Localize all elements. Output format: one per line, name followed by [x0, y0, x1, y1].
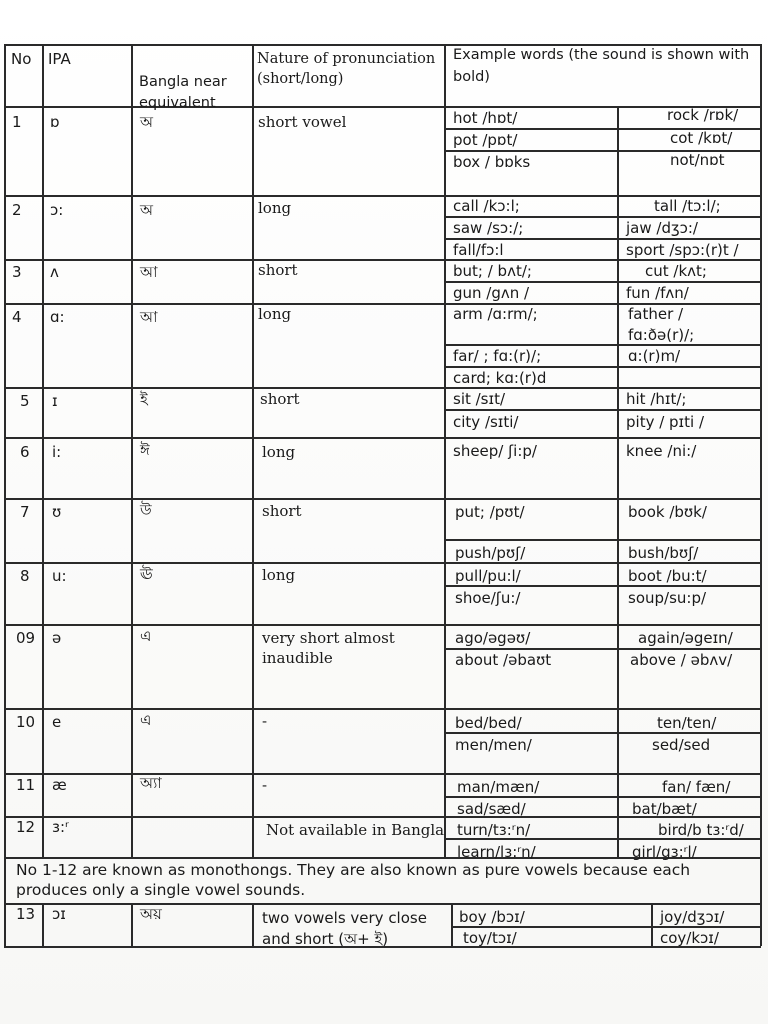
example-word: sport /spɔ:(r)t /	[626, 241, 739, 259]
example-word: soup/su:p/	[628, 589, 707, 607]
example-word: learn/lɜ:ʳn/	[457, 843, 536, 861]
col-divider-bangla-r13	[252, 903, 254, 946]
example-word: sad/sæd/	[457, 800, 526, 818]
row-bangla: অ	[140, 201, 153, 219]
example-word: ɑ:(r)m/	[628, 347, 681, 365]
example-word: father /	[628, 305, 684, 323]
subrow-divider	[444, 796, 761, 798]
header-ipa: IPA	[48, 50, 71, 68]
row-no: 4	[12, 308, 22, 326]
row-nature: long	[258, 305, 292, 323]
row-divider-7	[4, 562, 761, 564]
row-divider-10	[4, 773, 761, 775]
row-no: 2	[12, 201, 22, 219]
example-word: bat/bæt/	[632, 800, 697, 818]
row-bangla: এ	[140, 627, 152, 645]
subrow-divider	[444, 539, 761, 541]
header-nature: Nature of pronunciation (short/long)	[257, 51, 436, 87]
example-word: joy/dʒɔɪ/	[660, 908, 725, 926]
example-word: arm /ɑ:rm/;	[453, 305, 538, 323]
col-divider-examples	[617, 106, 619, 858]
row-no: 09	[16, 629, 36, 647]
row-no: 7	[20, 503, 30, 521]
subrow-divider	[444, 366, 761, 368]
example-word: pot /pɒt/	[453, 131, 518, 149]
row-nature: -	[262, 712, 268, 730]
example-word: sit /sɪt/	[453, 390, 506, 408]
example-word: about /əbaʊt	[455, 651, 552, 669]
header-no: No	[11, 50, 32, 68]
row-bangla: আ	[140, 308, 158, 326]
example-word: above / əbʌv/	[630, 651, 733, 669]
row-divider-5	[4, 437, 761, 439]
row-bangla: অয়	[140, 905, 162, 923]
row-no: 3	[12, 263, 22, 281]
example-word: box / bɒks	[453, 153, 531, 171]
row-divider-6	[4, 498, 761, 500]
example-word: girl/gɜ:ʳl/	[632, 843, 697, 861]
row-ipa: i:	[52, 443, 62, 461]
row-no: 8	[20, 567, 30, 585]
row-ipa: ɪ	[52, 392, 58, 410]
example-word: tall /tɔ:l/;	[654, 197, 721, 215]
example-word: ago/əgəʊ/	[455, 629, 531, 647]
row-no: 11	[16, 776, 36, 794]
row-nature: two vowels very close and short (অ+ ই)	[262, 909, 427, 948]
row-divider-2	[4, 259, 761, 261]
row-divider-1	[4, 195, 761, 197]
example-word: book /bʊk/	[628, 503, 707, 521]
row-nature: long	[262, 443, 296, 461]
example-word: shoe/ʃu:/	[455, 589, 521, 607]
subrow-divider	[444, 648, 761, 650]
example-word: push/pʊʃ/	[455, 544, 526, 562]
example-word: fun /fʌn/	[626, 284, 689, 302]
col-divider-ipa	[131, 44, 133, 858]
example-word: gun /gʌn /	[453, 284, 530, 302]
example-word: hit /hɪt/;	[626, 390, 687, 408]
col-divider-nature-r13	[451, 903, 453, 946]
example-word: pity / pɪti /	[626, 413, 705, 431]
row-ipa: ɑ:	[50, 308, 65, 326]
example-word: but; / bʌt/;	[453, 262, 532, 280]
example-word: turn/tɜ:ʳn/	[457, 821, 531, 839]
example-word: city /sɪti/	[453, 413, 519, 431]
row-ipa: ɔ:	[50, 201, 64, 219]
row-ipa: ɜ:ʳ	[52, 818, 69, 836]
col-divider-bangla	[252, 44, 254, 858]
row-bangla: আ	[140, 263, 158, 281]
row-bangla: ঊ	[140, 565, 153, 583]
row-nature: short vowel	[258, 113, 347, 131]
subrow-divider	[444, 585, 761, 587]
example-word: sed/sed	[652, 736, 711, 754]
col-divider-no-r13	[42, 903, 44, 946]
example-word: put; /pʊt/	[455, 503, 525, 521]
row-no: 6	[20, 443, 30, 461]
example-word: again/əgeɪn/	[638, 629, 733, 647]
example-word: fan/ fæn/	[662, 778, 731, 796]
row-bangla: অ	[140, 113, 153, 131]
row-nature: short	[258, 261, 298, 279]
header-examples: Example words (the sound is shown with bold)	[453, 47, 750, 85]
col-divider-nature	[444, 44, 446, 858]
row-ipa: ɒ	[50, 113, 60, 131]
example-word: cot /kɒt/	[670, 129, 733, 147]
col-divider-examples-r13	[651, 903, 653, 946]
example-word: jaw /dʒɔ:/	[626, 219, 698, 237]
example-word: saw /sɔ:/;	[453, 219, 524, 237]
example-word: toy/tɔɪ/	[463, 929, 517, 947]
subrow-divider	[444, 216, 761, 218]
row-no: 13	[16, 905, 36, 923]
example-word: bush/bʊʃ/	[628, 544, 699, 562]
example-word: card; kɑ:(r)d	[453, 369, 547, 387]
example-word: boot /bu:t/	[628, 567, 707, 585]
row-bangla: অ্যা	[140, 774, 162, 792]
row-no: 12	[16, 818, 36, 836]
subrow-divider	[444, 344, 761, 346]
row-divider-header	[4, 106, 761, 108]
row-nature: short	[262, 502, 302, 520]
example-word: call /kɔ:l;	[453, 197, 520, 215]
example-word: bird/b tɜ:ʳd/	[658, 821, 744, 839]
example-word: rock /rɒk/	[667, 106, 739, 124]
example-word: hot /hɒt/	[453, 109, 518, 127]
example-word: fall/fɔ:l	[453, 241, 504, 259]
monothong-note: No 1-12 are known as monothongs. They are also known as pure vowels because each produces only a single vowel sounds.	[16, 861, 691, 899]
subrow-divider	[444, 409, 761, 411]
row-bangla: উ	[140, 501, 152, 519]
subrow-divider	[451, 926, 761, 928]
subrow-divider	[444, 238, 761, 240]
row-bangla: ঈ	[140, 441, 150, 459]
subrow-divider	[444, 732, 761, 734]
row-divider-4	[4, 387, 761, 389]
row-ipa: ɔɪ	[52, 905, 66, 923]
row-divider-9	[4, 708, 761, 710]
row-nature: short	[260, 390, 300, 408]
example-word: fɑ:ðə(r)/;	[628, 326, 695, 344]
row-bangla: এ	[140, 711, 152, 729]
col-divider-no	[42, 44, 44, 858]
subrow-divider	[444, 281, 761, 283]
col-divider-ipa-r13	[131, 903, 133, 946]
row-nature: -	[262, 776, 268, 794]
example-word: boy /bɔɪ/	[459, 908, 525, 926]
header-bangla: Bangla near equivalent	[139, 74, 227, 111]
row-bangla: ই	[140, 390, 148, 408]
row-nature: long	[258, 199, 292, 217]
row-no: 10	[16, 713, 36, 731]
table-border-right	[760, 44, 762, 946]
example-word: bed/bed/	[455, 714, 522, 732]
example-word: not/nɒt	[670, 151, 725, 169]
table-border-left	[4, 44, 6, 946]
example-word: men/men/	[455, 736, 532, 754]
row-nature: Not available in Bangla	[266, 821, 445, 839]
row-divider-note	[4, 903, 761, 905]
row-ipa: æ	[52, 776, 67, 794]
example-word: ten/ten/	[657, 714, 717, 732]
row-nature: very short almost inaudible	[262, 629, 395, 667]
row-divider-8	[4, 624, 761, 626]
row-ipa: ʌ	[50, 263, 59, 281]
example-word: pull/pu:l/	[455, 567, 521, 585]
row-ipa: ʊ	[52, 503, 62, 521]
example-word: sheep/ ʃi:p/	[453, 442, 537, 460]
example-word: far/ ; fɑ:(r)/;	[453, 347, 542, 365]
example-word: man/mæn/	[457, 778, 540, 796]
row-ipa: e	[52, 713, 62, 731]
row-ipa: ə	[52, 629, 62, 647]
example-word: knee /ni:/	[626, 442, 697, 460]
example-word: coy/kɔɪ/	[660, 929, 719, 947]
row-nature: long	[262, 566, 296, 584]
row-ipa: u:	[52, 567, 67, 585]
row-no: 5	[20, 392, 30, 410]
example-word: cut /kʌt;	[645, 262, 707, 280]
row-no: 1	[12, 113, 22, 131]
